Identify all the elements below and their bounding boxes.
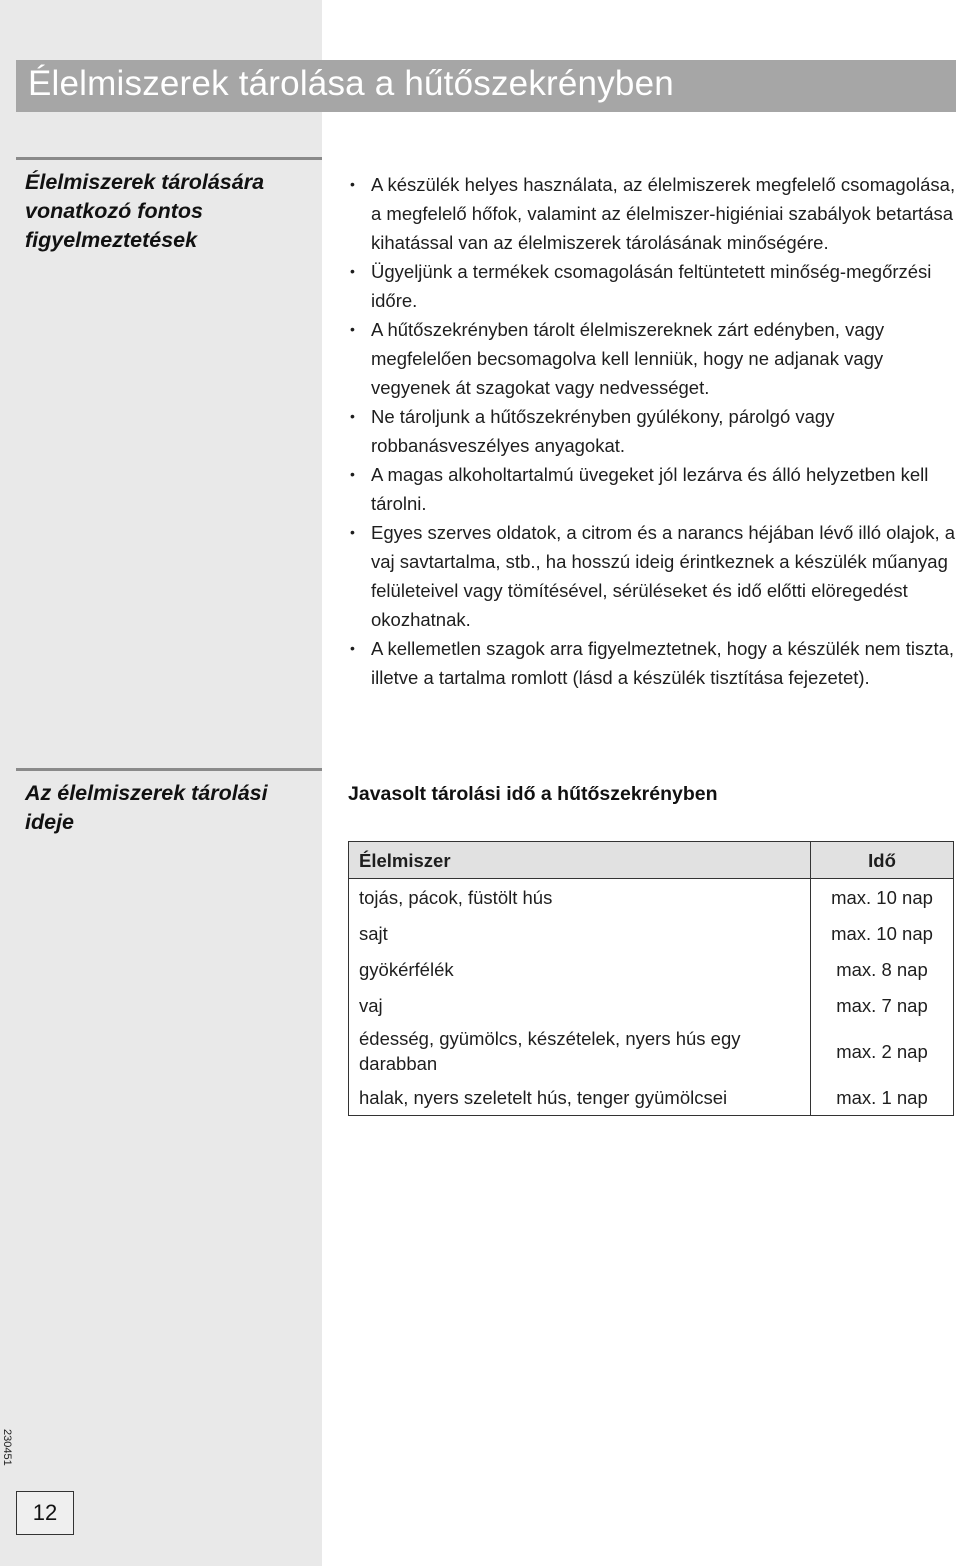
bullet-icon: • — [350, 466, 355, 482]
food-cell: tojás, pácok, füstölt hús — [349, 879, 811, 916]
time-cell: max. 8 nap — [811, 951, 954, 987]
bullet-icon: • — [350, 263, 355, 279]
food-cell: vaj — [349, 987, 811, 1023]
section-heading-storage-time: Az élelmiszerek tárolási ideje — [25, 781, 268, 834]
table-row — [349, 1079, 954, 1116]
list-item: • Egyes szerves oldatok, a citrom és a narancs héjában lévő illó olajok, a vaj savtartalma, stb., ha hosszú ideig érintkeznek a készülék műanyag felületeivel vagy tömítésével, sérüléseket és idő előtti elöregedést okozhatnak. — [348, 518, 958, 634]
food-cell: sajt — [349, 915, 811, 951]
bullet-icon: • — [350, 321, 355, 337]
table-row — [349, 1023, 954, 1079]
page-title-bar — [16, 60, 956, 112]
table-title: Javasolt tárolási idő a hűtőszekrényben — [348, 783, 718, 805]
table-row — [349, 915, 954, 951]
table-header-row — [349, 842, 954, 879]
list-item: • A kellemetlen szagok arra figyelmeztetnek, hogy a készülék nem tiszta, illetve a tartalma romlott (lásd a készülék tisztítása fejezetet). — [348, 634, 958, 692]
time-cell: max. 1 nap — [811, 1079, 954, 1116]
list-item: • Ne tároljunk a hűtőszekrényben gyúlékony, párolgó vagy robbanásveszélyes anyagokat. — [348, 402, 958, 460]
page-title: Élelmiszerek tárolása a hűtőszekrényben — [28, 64, 674, 103]
food-cell: gyökérfélék — [349, 951, 811, 987]
warnings-list — [348, 170, 958, 692]
list-item: • Ügyeljünk a termékek csomagolásán feltüntetett minőség-megőrzési időre. — [348, 257, 958, 315]
time-cell: max. 2 nap — [811, 1023, 954, 1079]
bullet-icon: • — [350, 176, 355, 192]
list-item: • A magas alkoholtartalmú üvegeket jól lezárva és álló helyzetben kell tárolni. — [348, 460, 958, 518]
table-row — [349, 987, 954, 1023]
section-divider — [16, 157, 322, 160]
list-item: • A készülék helyes használata, az élelmiszerek megfelelő csomagolása, a megfelelő hőfok, valamint az élelmiszer-higiéniai szabályok betartása kihatással van az élelmiszerek tárolásának minőségére. — [348, 170, 958, 257]
table-row — [349, 879, 954, 916]
document-code: 230451 — [1, 1429, 13, 1466]
table-row — [349, 951, 954, 987]
bullet-icon: • — [350, 640, 355, 656]
column-header-time: Idő — [811, 842, 954, 879]
page-number: 12 — [16, 1491, 74, 1535]
bullet-icon: • — [350, 524, 355, 540]
time-cell: max. 7 nap — [811, 987, 954, 1023]
list-item: • A hűtőszekrényben tárolt élelmiszereknek zárt edényben, vagy megfelelően becsomagolva kell lenniük, hogy ne adjanak vagy vegyenek át szagokat vagy nedvességet. — [348, 315, 958, 402]
food-cell: édesség, gyümölcs, készételek, nyers hús egy darabban — [349, 1023, 811, 1079]
storage-time-table — [348, 841, 954, 1116]
food-cell: halak, nyers szeletelt hús, tenger gyümölcsei — [349, 1079, 811, 1116]
column-header-food: Élelmiszer — [349, 842, 811, 879]
bullet-icon: • — [350, 408, 355, 424]
section-divider — [16, 768, 322, 771]
section-heading-warnings: Élelmiszerek tárolására vonatkozó fontos figyelmeztetések — [25, 170, 265, 252]
time-cell: max. 10 nap — [811, 879, 954, 916]
time-cell: max. 10 nap — [811, 915, 954, 951]
